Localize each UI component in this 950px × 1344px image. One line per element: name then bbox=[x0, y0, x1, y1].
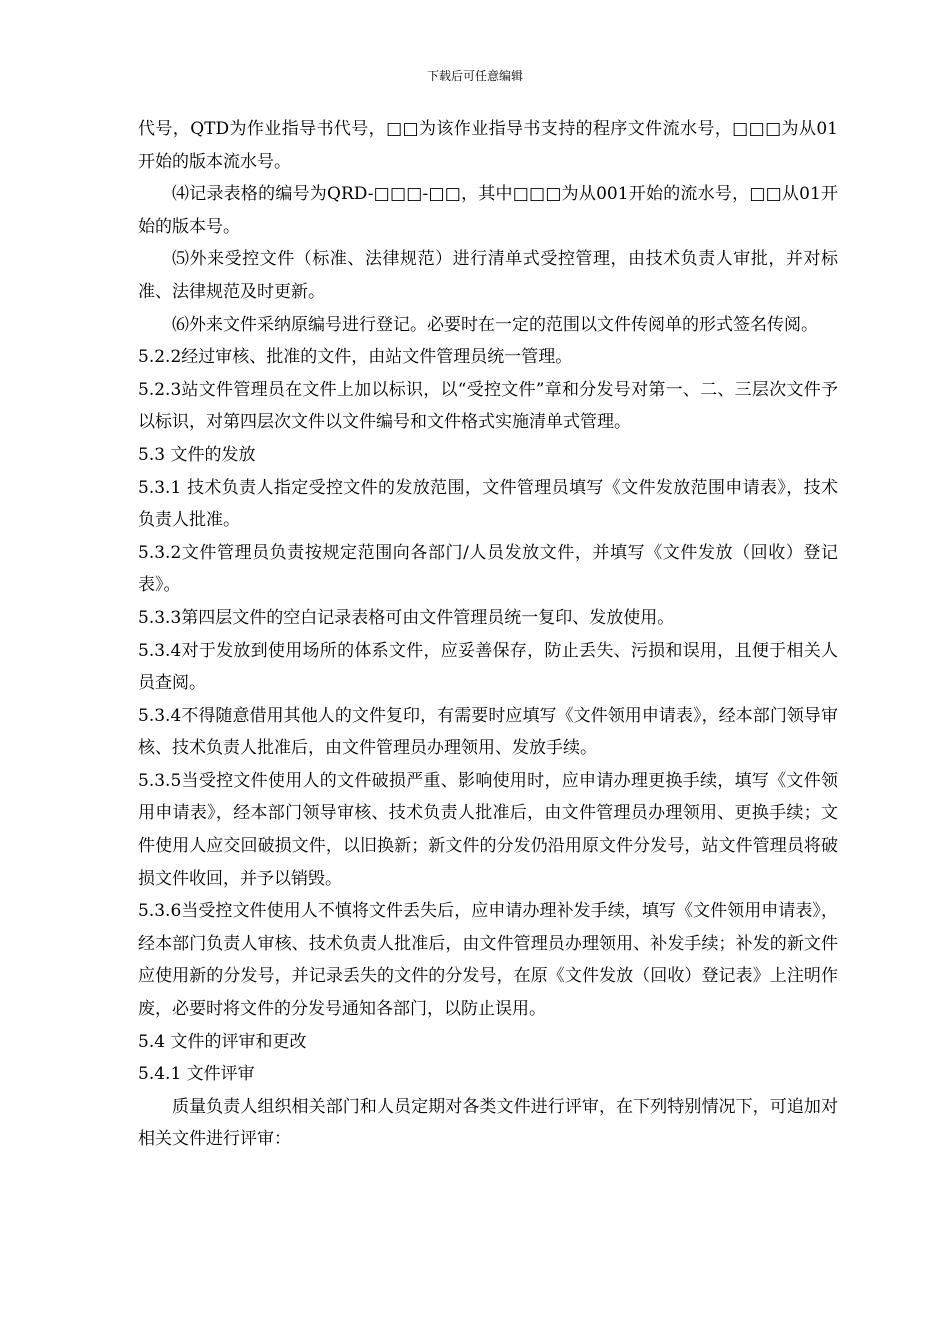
paragraph-external-doc-registration: ⑹外来文件采纳原编号进行登记。必要时在一定的范围以文件传阅单的形式签名传阅。 bbox=[172, 314, 818, 335]
paragraph-5-3-4-b: 5.3.4不得随意借用其他人的文件复印，有需要时应填写《文件领用申请表》，经本部门领导审核、技术负责人批准后，由文件管理员办理领用、发放手续。 bbox=[138, 705, 838, 759]
paragraph-document-review: 质量负责人组织相关部门和人员定期对各类文件进行评审，在下列特别情况下，可追加对相关文件进行评审： bbox=[138, 1096, 838, 1150]
paragraph-record-form-numbering: ⑷记录表格的编号为QRD-□□□-□□，其中□□□为从001开始的流水号，□□从01开始的版本号。 bbox=[138, 184, 838, 237]
document-body bbox=[138, 113, 838, 1156]
subsection-heading-5-4-1: 5.4.1 文件评审 bbox=[138, 1064, 255, 1085]
paragraph-code-explanation: 代号，QTD为作业指导书代号，□□为该作业指导书支持的程序文件流水号，□□□为从01开始的版本流水号。 bbox=[138, 119, 838, 172]
paragraph-5-3-6: 5.3.6当受控文件使用人不慎将文件丢失后，应申请办理补发手续，填写《文件领用申请表》，经本部门负责人审核、技术负责人批准后，由文件管理员办理领用、补发手续；补发的新文件应使用新的分发号，并记录丢失的文件的分发号，在原《文件发放（回收）登记表》上注明作废，必要时将文件的分发号通知各部门，以防止误用。 bbox=[138, 901, 838, 1020]
section-heading-5-4: 5.4 文件的评审和更改 bbox=[138, 1031, 307, 1052]
paragraph-5-3-3: 5.3.3第四层文件的空白记录表格可由文件管理员统一复印、发放使用。 bbox=[138, 607, 675, 628]
paragraph-external-controlled-docs: ⑸外来受控文件（标准、法律规范）进行清单式受控管理，由技术负责人审批，并对标准、法律规范及时更新。 bbox=[138, 249, 838, 302]
paragraph-5-3-4-a: 5.3.4对于发放到使用场所的体系文件，应妥善保存，防止丢失、污损和误用，且便于相关人员查阅。 bbox=[138, 640, 838, 694]
section-heading-5-3: 5.3 文件的发放 bbox=[138, 444, 256, 465]
page-header: 下载后可任意编辑 bbox=[426, 69, 523, 83]
paragraph-5-3-1: 5.3.1 技术负责人指定受控文件的发放范围，文件管理员填写《文件发放范围申请表》，技术负责人批准。 bbox=[138, 477, 838, 531]
paragraph-5-2-2: 5.2.2经过审核、批准的文件，由站文件管理员统一管理。 bbox=[138, 347, 573, 368]
paragraph-5-3-2: 5.3.2文件管理员负责按规定范围向各部门/人员发放文件，并填写《文件发放（回收）登记表》。 bbox=[138, 542, 838, 596]
paragraph-5-2-3: 5.2.3站文件管理员在文件上加以标识，以“受控文件”章和分发号对第一、二、三层次文件予以标识，对第四层次文件以文件编号和文件格式实施清单式管理。 bbox=[138, 379, 838, 433]
paragraph-5-3-5: 5.3.5当受控文件使用人的文件破损严重、影响使用时，应申请办理更换手续，填写《文件领用申请表》，经本部门领导审核、技术负责人批准后，由文件管理员办理领用、更换手续；文件使用人应交回破损文件，以旧换新；新文件的分发仍沿用原文件分发号，站文件管理员将破损文件收回，并予以销毁。 bbox=[138, 770, 838, 889]
